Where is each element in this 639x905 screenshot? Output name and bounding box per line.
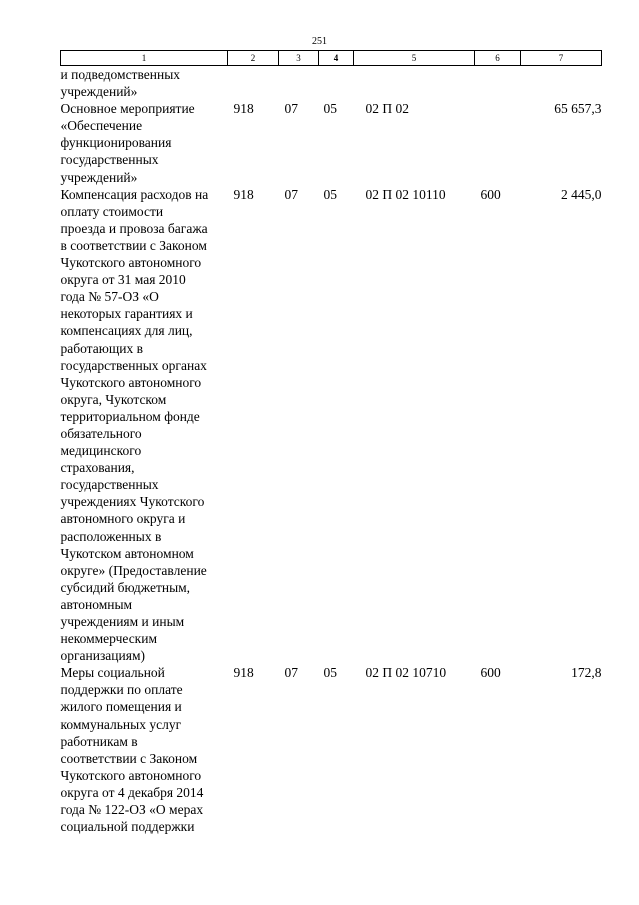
column-number-1: 1 bbox=[61, 51, 228, 66]
row-name-line: Чукотского автономного bbox=[60, 255, 202, 271]
row-name-line: медицинского bbox=[60, 443, 142, 459]
amount-cell bbox=[521, 66, 602, 101]
row-name-line: округа, Чукотском bbox=[60, 391, 167, 407]
amount-cell: 2 445,0 bbox=[561, 186, 602, 202]
row-name-line: оплату стоимости bbox=[60, 203, 164, 219]
row-name-line: организациям) bbox=[60, 648, 146, 664]
row-name-line: учреждений» bbox=[60, 84, 138, 100]
section-code-cell: 07 bbox=[284, 186, 298, 202]
amount-cell: 65 657,3 bbox=[554, 101, 602, 117]
row-name-line: Чукотского автономного bbox=[60, 374, 202, 390]
target-item-code-cell: 02 П 02 10110 bbox=[365, 186, 446, 202]
row-name-line: соответствии с Законом bbox=[60, 750, 198, 766]
row-name-line: и подведомственных bbox=[60, 67, 181, 82]
row-name-line: Компенсация расходов на bbox=[60, 186, 209, 202]
row-name-line: Чукотского автономного bbox=[60, 767, 202, 783]
table-row bbox=[61, 100, 602, 185]
row-name-line: жилого помещения и bbox=[60, 699, 182, 715]
row-name-line: учреждений» bbox=[60, 169, 138, 185]
expense-type-code-cell: 600 bbox=[480, 665, 501, 681]
row-name-line: учреждениях Чукотского bbox=[60, 494, 205, 510]
table-row bbox=[61, 186, 602, 665]
row-name-line: социальной поддержки bbox=[60, 819, 195, 835]
section-code-cell: 07 bbox=[284, 101, 298, 117]
row-name-line: учреждениям и иным bbox=[60, 614, 185, 629]
row-name-line: Меры социальной bbox=[60, 665, 165, 681]
column-number-7: 7 bbox=[521, 51, 602, 66]
row-name-line: государственных органах bbox=[60, 357, 207, 373]
chief-admin-code-cell bbox=[228, 66, 279, 101]
row-name-line: проезда и провоза багажа bbox=[60, 220, 208, 236]
row-name-line: Чукотском автономном bbox=[60, 545, 194, 561]
row-name-line: года № 122-ОЗ «О мерах bbox=[60, 802, 204, 818]
row-name-line: некоммерческим bbox=[60, 631, 158, 647]
chief-admin-code-cell: 918 bbox=[233, 186, 254, 202]
column-number-5: 5 bbox=[354, 51, 475, 66]
row-name-line: коммунальных услуг bbox=[60, 716, 182, 732]
table-body bbox=[61, 66, 602, 836]
row-name-line: автономного округа и bbox=[60, 511, 186, 527]
row-name-line: функционирования bbox=[60, 135, 172, 151]
table-header bbox=[61, 51, 602, 66]
row-name-line: расположенных в bbox=[60, 528, 162, 544]
target-item-code-cell: 02 П 02 bbox=[365, 101, 409, 117]
row-name-line: обязательного bbox=[60, 425, 142, 441]
row-name-line: государственных bbox=[60, 477, 159, 493]
budget-table bbox=[60, 50, 602, 835]
row-name-line: округе» (Предоставление bbox=[60, 562, 207, 578]
subsection-code-cell: 05 bbox=[323, 665, 337, 681]
subsection-code-cell bbox=[319, 66, 354, 101]
target-item-code-cell bbox=[354, 66, 475, 101]
row-name-line: работникам в bbox=[60, 733, 138, 749]
chief-admin-code-cell: 918 bbox=[233, 101, 254, 117]
row-name-line: субсидий бюджетным, bbox=[60, 579, 191, 595]
row-name-line: компенсациях для лиц, bbox=[60, 323, 193, 339]
row-name-line: территориальном фонде bbox=[60, 408, 200, 424]
expense-type-code-cell: 600 bbox=[480, 186, 501, 202]
row-name-line: «Обеспечение bbox=[60, 118, 143, 134]
column-number-6: 6 bbox=[475, 51, 521, 66]
row-name-line: округа от 4 декабря 2014 bbox=[60, 784, 204, 800]
column-numbers-row bbox=[61, 51, 602, 66]
row-name-line: округа от 31 мая 2010 bbox=[60, 272, 186, 288]
subsection-code-cell: 05 bbox=[323, 186, 337, 202]
row-name-cell bbox=[61, 100, 228, 185]
row-name-line: поддержки по оплате bbox=[60, 682, 183, 698]
row-name-cell bbox=[61, 186, 228, 665]
target-item-code-cell: 02 П 02 10710 bbox=[365, 665, 447, 681]
amount-cell: 172,8 bbox=[571, 665, 602, 681]
table-row bbox=[61, 664, 602, 835]
row-name-line: некоторых гарантиях и bbox=[60, 306, 193, 322]
row-name-line: в соответствии с Законом bbox=[60, 237, 207, 253]
row-name-cell bbox=[61, 664, 228, 835]
table-row bbox=[61, 66, 602, 101]
row-name-line: государственных bbox=[60, 152, 159, 168]
row-name-line: страхования, bbox=[60, 460, 135, 476]
section-code-cell: 07 bbox=[284, 665, 298, 681]
subsection-code-cell: 05 bbox=[323, 101, 337, 117]
column-number-2: 2 bbox=[228, 51, 279, 66]
page-number: 251 bbox=[312, 36, 327, 47]
column-number-4: 4 bbox=[319, 51, 354, 66]
row-name-line: Основное мероприятие bbox=[60, 101, 195, 117]
row-name-line: года № 57-ОЗ «О bbox=[60, 289, 159, 305]
row-name-cell bbox=[61, 66, 228, 101]
column-number-3: 3 bbox=[279, 51, 319, 66]
row-name-line: работающих в bbox=[60, 340, 143, 356]
section-code-cell bbox=[279, 66, 319, 101]
row-name-line: автономным bbox=[60, 596, 133, 612]
expense-type-code-cell bbox=[475, 100, 521, 185]
expense-type-code-cell bbox=[475, 66, 521, 101]
chief-admin-code-cell: 918 bbox=[233, 665, 254, 681]
